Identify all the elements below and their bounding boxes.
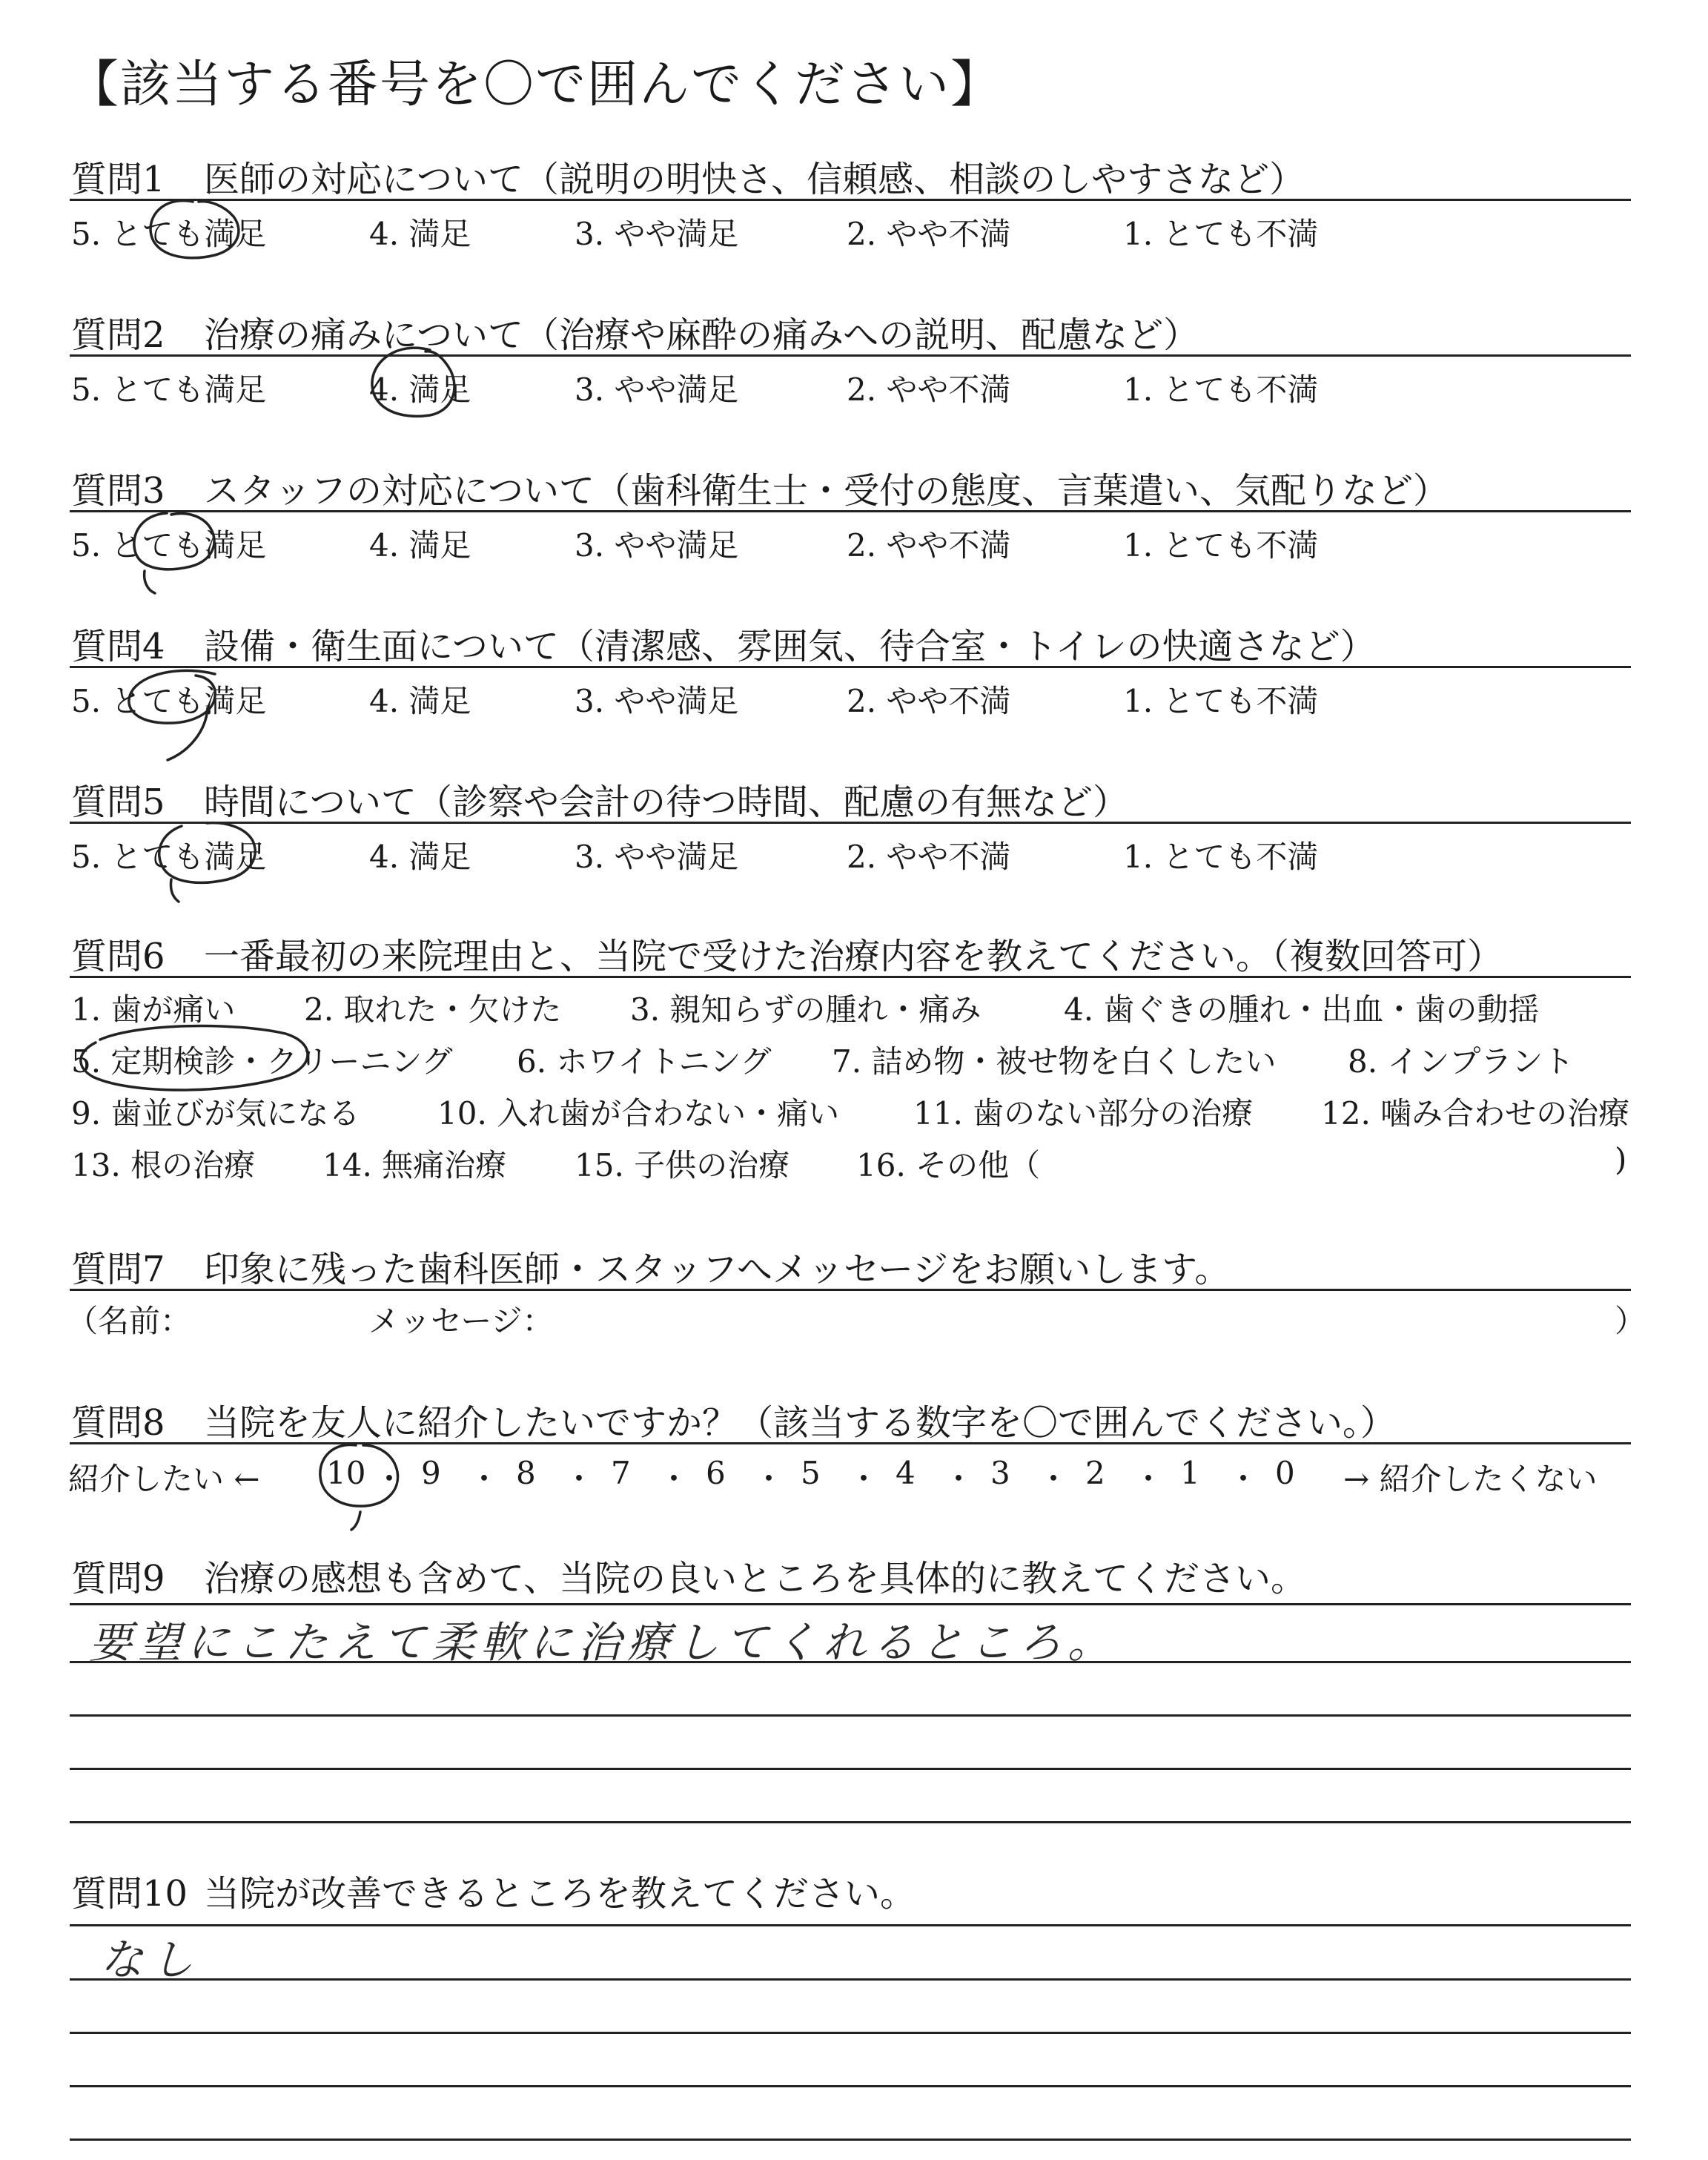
scale-separator: ・ (1133, 1461, 1165, 1497)
option-2[interactable]: 2. やや不満 (847, 216, 1011, 252)
scale-value-0[interactable]: 0 (1275, 1455, 1295, 1491)
scale-separator: ・ (1038, 1461, 1070, 1497)
q6-other-close-paren: ) (1615, 1141, 1627, 1178)
option-2[interactable]: 2. やや不満 (847, 527, 1011, 564)
answer-line (70, 2138, 1631, 2141)
question-text: 治療の感想も含めて、当院の良いところを具体的に教えてください。 (204, 1558, 1307, 1599)
question-label: 質問1 (71, 159, 165, 200)
answer-line (70, 1821, 1631, 1823)
option-5[interactable]: 5. とても満足 (71, 371, 267, 408)
answer-line (70, 1978, 1631, 1981)
selection-circle-mark (363, 341, 474, 430)
rule (70, 1603, 1631, 1605)
question-text: スタッフの対応について（歯科衛生士・受付の態度、言葉遣い、気配りなど） (204, 470, 1449, 512)
question-text: 時間について（診察や会計の待つ時間、配慮の有無など） (204, 782, 1129, 823)
rule (70, 666, 1631, 668)
option-4[interactable]: 4. 満足 (369, 527, 471, 564)
scale-value-8[interactable]: 8 (516, 1455, 536, 1491)
selection-circle-mark (122, 504, 234, 601)
option-5[interactable]: 5. とても満足 (71, 683, 267, 719)
q6-option-7[interactable]: 7. 詰め物・被せ物を白くしたい (832, 1043, 1277, 1080)
answer-line (70, 1768, 1631, 1770)
option-4[interactable]: 4. 満足 (369, 839, 471, 875)
option-5[interactable]: 5. とても満足 (71, 527, 267, 564)
q6-option-10[interactable]: 10. 入れ歯が合わない・痛い (437, 1095, 840, 1132)
option-1[interactable]: 1. とても不満 (1123, 527, 1319, 564)
option-1[interactable]: 1. とても不満 (1123, 683, 1319, 719)
q6-option-1[interactable]: 1. 歯が痛い (71, 991, 236, 1028)
rule (70, 976, 1631, 978)
question-label: 質問8 (71, 1402, 165, 1444)
q6-option-8[interactable]: 8. インプラント (1348, 1043, 1575, 1080)
option-2[interactable]: 2. やや不満 (847, 371, 1011, 408)
q6-option-4[interactable]: 4. 歯ぐきの腫れ・出血・歯の動揺 (1064, 991, 1540, 1028)
q6-option-14[interactable]: 14. 無痛治療 (322, 1147, 507, 1183)
scale-value-5[interactable]: 5 (801, 1455, 821, 1491)
rule (70, 354, 1631, 357)
rule (70, 199, 1631, 201)
q6-option-6[interactable]: 6. ホワイトニング (517, 1043, 772, 1080)
question-text: 医師の対応について（説明の明快さ、信頼感、相談のしやすさなど） (204, 159, 1305, 200)
option-3[interactable]: 3. やや満足 (575, 839, 739, 875)
option-5[interactable]: 5. とても満足 (71, 216, 267, 252)
selection-circle-mark (304, 1435, 415, 1539)
selection-circle-mark (119, 664, 245, 767)
recommend-right-label: → 紹介したくない (1343, 1461, 1598, 1497)
q6-option-15[interactable]: 15. 子供の治療 (575, 1147, 790, 1183)
selection-circle-mark (70, 1017, 322, 1099)
q6-option-12[interactable]: 12. 噛み合わせの治療 (1321, 1095, 1630, 1132)
q6-option-3[interactable]: 3. 親知らずの腫れ・痛み (630, 991, 982, 1028)
scale-value-2[interactable]: 2 (1085, 1455, 1105, 1491)
option-5[interactable]: 5. とても満足 (71, 839, 267, 875)
option-1[interactable]: 1. とても不満 (1123, 216, 1319, 252)
answer-line (70, 1661, 1631, 1663)
question-label: 質問4 (71, 626, 165, 667)
option-4[interactable]: 4. 満足 (369, 683, 471, 719)
rule (70, 822, 1631, 824)
question-label: 質問5 (71, 782, 165, 823)
question-label: 質問10 (71, 1873, 188, 1915)
q10-handwritten-answer: なし (100, 1935, 202, 1985)
close-paren: ） (1615, 1303, 1646, 1339)
option-2[interactable]: 2. やや不満 (847, 683, 1011, 719)
scale-value-6[interactable]: 6 (706, 1455, 726, 1491)
scale-separator: ・ (848, 1461, 880, 1497)
scale-value-4[interactable]: 4 (896, 1455, 916, 1491)
message-label: メッセージ： (368, 1303, 554, 1339)
question-label: 質問6 (71, 936, 165, 977)
selection-circle-mark (145, 816, 271, 905)
scale-value-1[interactable]: 1 (1180, 1455, 1200, 1491)
question-label: 質問9 (71, 1558, 165, 1599)
question-text: 設備・衛生面について（清潔感、雰囲気、待合室・トイレの快適さなど） (204, 626, 1376, 667)
question-text: 治療の痛みについて（治療や麻酔の痛みへの説明、配慮など） (204, 314, 1199, 356)
selection-circle-mark (141, 194, 252, 268)
scale-separator: ・ (374, 1461, 406, 1497)
q6-option-13[interactable]: 13. 根の治療 (71, 1147, 256, 1183)
option-4[interactable]: 4. 満足 (369, 216, 471, 252)
question-label: 質問3 (71, 470, 165, 512)
name-label: （名前： (67, 1303, 192, 1339)
option-3[interactable]: 3. やや満足 (575, 371, 739, 408)
q6-option-9[interactable]: 9. 歯並びが気になる (71, 1095, 360, 1132)
q6-option-5[interactable]: 5. 定期検診・クリーニング (71, 1043, 453, 1080)
scale-separator: ・ (943, 1461, 975, 1497)
q6-option-2[interactable]: 2. 取れた・欠けた (304, 991, 562, 1028)
question-label: 質問2 (71, 314, 165, 356)
question-text: 当院が改善できるところを教えてください。 (204, 1873, 916, 1915)
answer-line (70, 2032, 1631, 2034)
option-3[interactable]: 3. やや満足 (575, 216, 739, 252)
option-1[interactable]: 1. とても不満 (1123, 371, 1319, 408)
option-3[interactable]: 3. やや満足 (575, 527, 739, 564)
rule (70, 1289, 1631, 1291)
question-label: 質問7 (71, 1249, 165, 1290)
page-title: 【該当する番号を〇で囲んでください】 (68, 56, 1003, 114)
option-1[interactable]: 1. とても不満 (1123, 839, 1319, 875)
rule (70, 510, 1631, 512)
rule (70, 1924, 1631, 1926)
question-text: 一番最初の来院理由と、当院で受けた治療内容を教えてください。（複数回答可） (204, 936, 1503, 977)
question-text: 当院を友人に紹介したいですか？（該当する数字を〇で囲んでください。） (204, 1402, 1397, 1444)
scale-separator: ・ (1228, 1461, 1260, 1497)
option-2[interactable]: 2. やや不満 (847, 839, 1011, 875)
q6-option-16[interactable]: 16. その他（ (856, 1147, 1041, 1183)
recommend-left-label: 紹介したい ← (68, 1461, 260, 1497)
q9-handwritten-answer: 要望にこたえて柔軟に治療してくれるところ。 (89, 1617, 1117, 1668)
scale-value-7[interactable]: 7 (611, 1455, 631, 1491)
answer-line (70, 2085, 1631, 2087)
scale-value-9[interactable]: 9 (421, 1455, 441, 1491)
option-3[interactable]: 3. やや満足 (575, 683, 739, 719)
scale-separator: ・ (753, 1461, 785, 1497)
scale-separator: ・ (469, 1461, 500, 1497)
option-4[interactable]: 4. 満足 (369, 371, 471, 408)
scale-value-10[interactable]: 10 (326, 1455, 366, 1491)
answer-line (70, 1714, 1631, 1717)
scale-value-3[interactable]: 3 (990, 1455, 1010, 1491)
question-text: 印象に残った歯科医師・スタッフへメッセージをお願いします。 (204, 1249, 1231, 1290)
scale-separator: ・ (658, 1461, 690, 1497)
scale-separator: ・ (563, 1461, 595, 1497)
q6-option-11[interactable]: 11. 歯のない部分の治療 (913, 1095, 1254, 1132)
